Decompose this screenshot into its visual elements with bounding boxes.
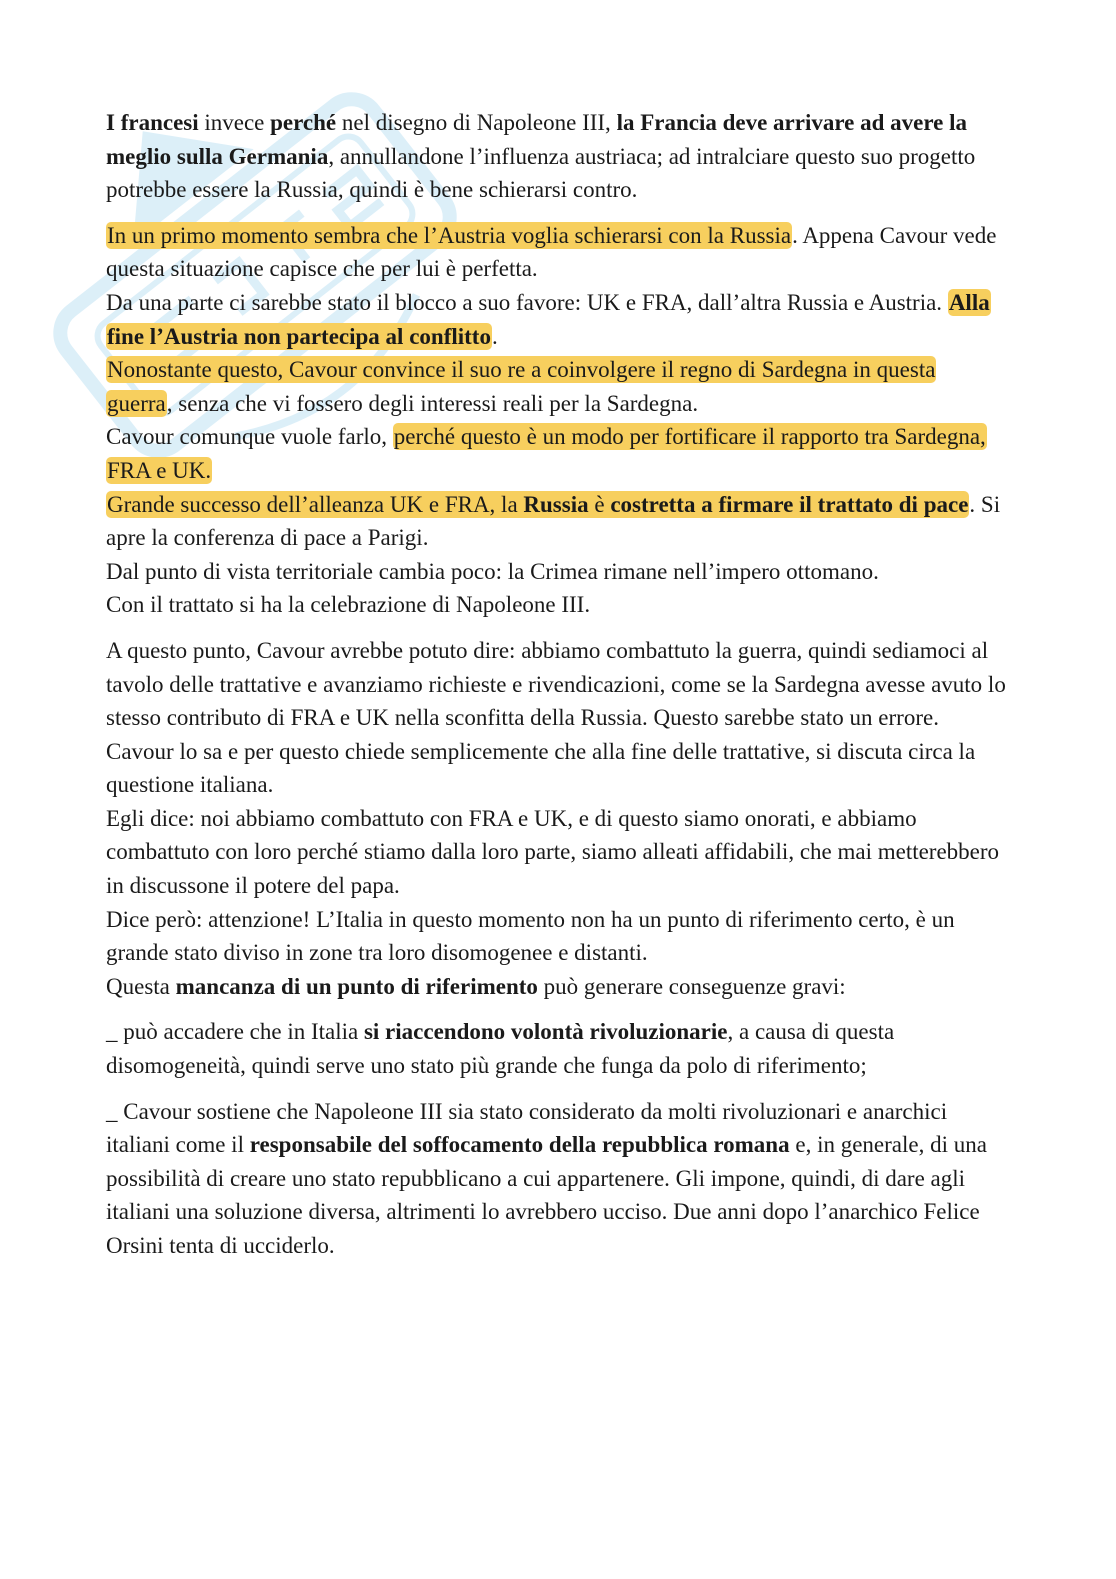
text-span: Grande successo dell’alleanza UK e FRA, la	[107, 491, 524, 517]
text-span: , annullandone l’influenza austriaca; ad intralciare questo suo progetto potrebbe essere la Russia, quindi è bene schierarsi contro.	[106, 143, 976, 203]
highlighted-text: In un primo momento sembra che l’Austria voglia schierarsi con la Russia	[107, 222, 792, 248]
text-span: _ può accadere che in Italia	[106, 1019, 364, 1045]
bold-text: costretta a firmare il trattato di pace	[610, 491, 969, 517]
text-span: Egli dice: noi abbiamo combattuto con FRA e UK, e di questo siamo onorati, e abbiamo combattuto con loro perché stiamo dalla loro parte, siamo alleati affidabili, che mai metterebbero in discussone il potere del papa.	[106, 805, 1000, 899]
bold-text: Russia	[523, 491, 589, 517]
paragraph-trattative	[106, 634, 1006, 1004]
text-span: . Si apre la conferenza di pace a Parigi.	[106, 491, 1001, 551]
highlighted-bold-text: Alla fine l’Austria non partecipa al conflitto	[107, 289, 990, 349]
highlighted-text	[106, 491, 969, 518]
text-span: .	[491, 323, 498, 349]
text-span: nel disegno di Napoleone III,	[336, 110, 617, 135]
list-item-napoleone	[106, 1095, 1006, 1263]
text-span: è	[588, 491, 611, 517]
text-span: Dal punto di vista territoriale cambia poco: la Crimea rimane nell’impero ottomano.	[106, 558, 879, 584]
list-item-rivoluzioni	[106, 1015, 1006, 1082]
text-span: _ Cavour sostiene che Napoleone III sia stato considerato da molti rivoluzionari e anarchici italiani come il	[106, 1098, 948, 1158]
text-span: invece	[198, 110, 271, 135]
bold-text: perché	[270, 110, 337, 135]
text-span: . Appena Cavour vede questa situazione capisce che per lui è perfetta.	[106, 222, 997, 282]
text-span: A questo punto, Cavour avrebbe potuto dire: abbiamo combattuto la guerra, quindi sediamoci al tavolo delle trattative e avanziamo richieste e rivendicazioni, come se la Sardegna avesse avuto lo stesso contributo di FRA e UK nella sconfitta della Russia. Questo sarebbe stato un errore.	[106, 637, 1006, 731]
bold-text: I francesi	[106, 110, 199, 135]
text-span: Con il trattato si ha la celebrazione di Napoleone III.	[106, 592, 591, 618]
document-page	[106, 106, 1006, 1275]
text-span: Da una parte ci sarebbe stato il blocco a suo favore: UK e FRA, dall’altra Russia e Austria.	[106, 289, 948, 315]
text-span: Questa	[106, 973, 176, 999]
paragraph-francesi	[106, 106, 1006, 207]
highlighted-text: Nonostante questo, Cavour convince il suo re a coinvolgere il regno di Sardegna in questa guerra	[107, 357, 936, 416]
bold-text: responsabile del soffocamento della repubblica romana	[249, 1132, 790, 1158]
text-span: Cavour lo sa e per questo chiede semplicemente che alla fine delle trattative, si discuta circa la questione italiana.	[106, 738, 976, 798]
text-span: Cavour comunque vuole farlo,	[106, 424, 393, 450]
text-span: può generare conseguenze gravi:	[537, 973, 846, 999]
paragraph-cavour-guerra	[106, 219, 1006, 622]
text-span: , senza che vi fossero degli interessi reali per la Sardegna.	[166, 390, 699, 416]
bold-text: la Francia deve arrivare ad avere la meglio sulla Germania	[106, 110, 968, 169]
text-span: Dice però: attenzione! L’Italia in questo momento non ha un punto di riferimento certo, è un grande stato diviso in zone tra loro disomogenee e distanti.	[106, 906, 955, 966]
text-span: , a causa di questa disomogeneità, quindi serve uno stato più grande che funga da polo di riferimento;	[106, 1019, 895, 1079]
bold-text: si riaccendono volontà rivoluzionarie	[363, 1019, 728, 1045]
bold-text: mancanza di un punto di riferimento	[175, 973, 538, 999]
text-span: e, in generale, di una possibilità di creare uno stato repubblicano a cui appartenere. Gli impone, quindi, di dare agli italiani una soluzione diversa, altrimenti lo avrebbero ucciso. Due anni dopo l’anarchico Felice Orsini tenta di ucciderlo.	[106, 1132, 987, 1258]
highlighted-text: perché questo è un modo per fortificare il rapporto tra Sardegna, FRA e UK.	[107, 424, 986, 483]
